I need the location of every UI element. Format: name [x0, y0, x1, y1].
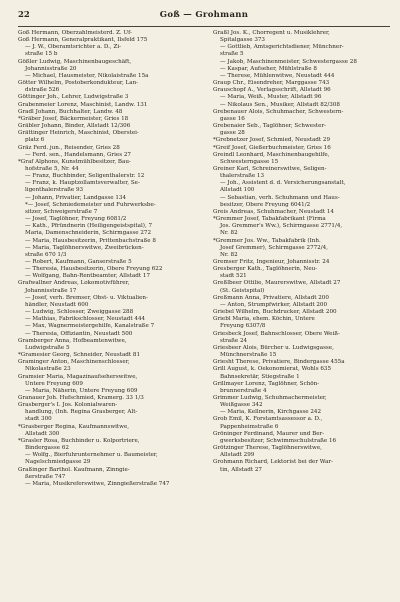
directory-entry: Graßl Jos. K., Chorregent u. Musiklehrer,: [213, 30, 330, 36]
directory-entry: Grill August, k. Oekonomierat, Wohls 635: [213, 366, 332, 373]
entry-continuation: Schwesterngasse 15: [220, 158, 279, 165]
directory-entry: *Graf Alphons, Kunstmühlbesitzer, Bau-: [18, 158, 131, 165]
entry-continuation: Münchnerstraße 15: [220, 352, 277, 359]
entry-continuation: straße 24: [220, 337, 248, 344]
entry-continuation: ßerstraße 747: [25, 473, 66, 480]
directory-entry: Gröninger Ferdinand, Maurer und Ber-: [213, 430, 325, 437]
entry-continuation: — Franz, Buchbinder, Seligenthalerstr. 12: [25, 173, 145, 180]
directory-entry: Griebl Maria, ehem. Köchin, Untere: [213, 316, 315, 323]
directory-entry: Gramsier Maria, Magazinaufseherswitwe,: [18, 373, 138, 380]
entry-continuation: Nr. 82: [220, 230, 238, 237]
directory-entry: *Gremmer Josef, Tabakfabrikant (Firma: [213, 216, 326, 223]
left-column: [18, 30, 208, 596]
directory-entry: Griesbeck Josef, Bahnschlosser, Obere Weiß-: [213, 330, 340, 337]
entry-continuation: Allstadt 299: [220, 452, 255, 459]
directory-entry: Gräz Ferd. jun., Reisender, Gries 28: [18, 144, 120, 151]
directory-entry: Graßinger Barthol. Kaufmann, Zinngie-: [18, 466, 130, 473]
entry-continuation: Maria, Damenschneiderin, Schirmgasse 272: [25, 230, 152, 237]
directory-entry: Grebenaier Seb., Taglöhner, Schwester-: [213, 123, 327, 130]
entry-continuation: — Michael, Hausmeister, Nikolaistraße 15a: [25, 72, 149, 79]
directory-entry: Grohmann Richard, Lektorist bei der War-: [213, 459, 333, 466]
entry-continuation: — Maria, Näherin, Untere Freyung 609: [25, 387, 138, 394]
directory-entry: Greßlbeer Ottilie, Maurerswitwe, Allstadt 27: [213, 280, 341, 287]
directory-entry: Grebenauer Alois, Schuhmacher, Schwestern-: [213, 108, 344, 115]
entry-continuation: — J. W., Oberamtsrichter a. D., Zi-: [25, 44, 122, 51]
entry-continuation: Weißgasse 342: [220, 402, 263, 409]
entry-continuation: Untere Freyung 609: [25, 380, 83, 387]
entry-continuation: — Maria, Taglöhnerswitwe, Zweibrücken-: [25, 244, 144, 251]
entry-continuation: — Mathias, Fabrikschlosser, Neustadt 444: [25, 316, 146, 323]
entry-continuation: stadt 521: [220, 273, 247, 280]
entry-continuation: — Kaspar, Aufseher, Mühlstraße 8: [220, 65, 317, 72]
entry-continuation: (St. Geistspital): [220, 287, 265, 294]
entry-continuation: gasse 16: [220, 115, 245, 122]
directory-entry: *Grebnetzer Josef, Schmied, Neustadt 29: [213, 137, 331, 144]
entry-continuation: — Josef, Taglöhner, Freyung 6081/2: [25, 216, 127, 223]
entry-continuation: — Ferd. sen., Handelsmann, Gries 27: [25, 151, 131, 158]
directory-entry: Göttinger Joh., Lehrer, Ludwigstraße 3: [18, 94, 129, 101]
directory-entry: *Gramesier Georg, Schneider, Neustadt 81: [18, 352, 141, 359]
entry-continuation: — Wolfgang, Bahn-Rentbeamter, Allstadt 17: [25, 273, 151, 280]
directory-entry: Greindl Leonhard, Maschinenbaugehilfe,: [213, 151, 330, 158]
entry-continuation: Nagelschmiedgasse 29: [25, 459, 91, 466]
entry-continuation: — Theresia, Hausbesitzerin, Obere Freyung 622: [25, 266, 163, 273]
entry-continuation: — Robert, Kaufmann, Ganserstraße 5: [25, 259, 132, 265]
entry-continuation: — Wolfg., Bierfuhrunternehmer u. Baumeister,: [25, 452, 158, 459]
entry-continuation: Freyung 6307/8: [220, 323, 266, 330]
directory-entry: Graminger Anton, Maschinenschlosser,: [18, 359, 130, 366]
entry-continuation: stadt 300: [25, 416, 52, 423]
directory-entry: Greiner Karl, Schreinerswitwe, Seligen-: [213, 165, 327, 172]
right-column: [213, 30, 397, 596]
entry-continuation: — Jakob, Maschinenmeister, Schwestergasse 28: [220, 58, 357, 65]
entry-continuation: — Joh., Assistent d. d. Versicherungsanstalt,: [220, 180, 346, 187]
entry-continuation: Jos. Gremmer's Ww.), Schirmgasse 2771/4,: [220, 223, 343, 230]
directory-entry: *Grasler Rosa, Buchbinder u. Kolportriere,: [18, 437, 140, 444]
entry-continuation: Allstadt 300: [25, 430, 60, 437]
entry-continuation: Nikolastraße 23: [25, 366, 71, 373]
directory-entry: Gramberger Anna, Hofbeamtenwitwe,: [18, 337, 127, 344]
directory-entry: Griesht Therese, Privatiere, Bindergasse 455a: [213, 359, 345, 366]
directory-entry: Götter Wilhelm, Postoberkondukteur, Lan-: [18, 80, 139, 87]
directory-entry: Greis Andreas, Schuhmacher, Neustadt 14: [213, 208, 334, 215]
entry-continuation: Bindergasse 62: [25, 445, 69, 452]
entry-continuation: sitzer, Schweigerstraße 7: [25, 208, 98, 215]
page-title: Goß — Grohmann: [159, 10, 249, 20]
entry-continuation: händler, Neustadt 600: [25, 301, 89, 308]
entry-continuation: Pappenheimstraße 6: [220, 423, 279, 430]
entry-continuation: gwerksbesitzer, Schwimmschulstraße 16: [220, 437, 337, 444]
page-number: 22: [18, 10, 30, 20]
entry-continuation: — Johann, Privatier, Landgasse 134: [25, 194, 127, 201]
entry-continuation: Allstadt 100: [220, 187, 255, 194]
directory-entry: Gößler Ludwig, Maschinenbaugeschäft,: [18, 58, 132, 65]
entry-continuation: Josef Gremmer), Schirmgasse 2772/4,: [220, 244, 328, 251]
entry-continuation: Nr. 82: [220, 251, 238, 258]
entry-continuation: — Nikolaus Sen., Musiker, Allstadt 82/308: [220, 101, 340, 108]
directory-entry: Goß Hermann, Generalpraktikant, Ilsfeld 175: [18, 37, 148, 44]
directory-entry: Grättinger Heinrich, Maschinist, Oberstei-: [18, 130, 139, 137]
entry-continuation: — Sebastian, verh. Schuhmann und Haus-: [220, 194, 340, 201]
directory-entry: Grabenmeier Lorenz, Maschinist, Landw. 131: [18, 101, 148, 108]
directory-entry: *Greif Josef, Gießerbuchmeister, Gries 16: [213, 144, 331, 151]
entry-continuation: — Therese, Mühlenwitwe, Neustadt 444: [220, 72, 335, 79]
directory-entry: Grasberger's I. Jos. Kolonialwaren-: [18, 402, 118, 409]
entry-continuation: gasse 28: [220, 130, 245, 137]
entry-continuation: brunnerstraße 4: [220, 387, 267, 394]
entry-continuation: Spitalgasse 373: [220, 37, 265, 44]
entry-continuation: — Josef, verh. Bremser, Obst- u. Viktualien-: [25, 294, 148, 301]
header-rule: [18, 26, 390, 27]
directory-entry: Grauschopf A., Verlagsschrift, Allstadt 96: [213, 87, 331, 94]
entry-continuation: thalerstraße 13: [220, 173, 265, 180]
directory-entry: Greßmann Anna, Privatiere, Allstadt 200: [213, 294, 329, 301]
entry-continuation: — Max, Wagnermeistergehilfe, Kanalstraße 7: [25, 323, 155, 330]
entry-continuation: handlung, (Inh. Regina Grasberger, Alt-: [25, 409, 138, 416]
directory-entry: Grillmayer Lorenz, Taglöhner, Schön-: [213, 380, 320, 387]
entry-continuation: straße 5: [220, 51, 244, 58]
entry-continuation: — Anton, Strumpfwirker, Allstadt 200: [220, 301, 328, 308]
entry-continuation: straße 670 1/3: [25, 251, 67, 258]
entry-continuation: — Theresia, Offiziantin, Neustadt 500: [25, 330, 133, 337]
entry-continuation: Bahnsekretär, Stiegstraße 1: [220, 373, 300, 380]
directory-entry: Gremser Fritz, Ingenieur, Johannisstr. 24: [213, 259, 330, 265]
directory-entry: Goß Hermann, Oberzahlmeisterd. Z. Uf-: [18, 30, 132, 36]
entry-continuation: — Maria, Hausbesitzerin, Prittenbachstraße 8: [25, 237, 156, 244]
entry-continuation: — Ludwig, Schlosser, Zweiggasse 288: [25, 309, 134, 316]
directory-entry: Grafwallner Andreas, Lokomotivführer,: [18, 280, 130, 287]
entry-continuation: — Gottlieb, Amtsgerichtsdiener, Münchner-: [220, 44, 344, 51]
entry-continuation: — Kath., Pfründnerin (Heiligengeistspital), 7: [25, 223, 153, 230]
directory-entry: Gresberger Kath., Taglöhnerin, Neu-: [213, 266, 318, 273]
entry-continuation: tin, Allstadt 27: [220, 466, 262, 473]
entry-continuation: straße 15 b: [25, 51, 58, 58]
directory-entry: Griebel Wilhelm, Buchdrucker, Allstadt 200: [213, 309, 337, 316]
directory-entry: Graup Chr., Eisendreher, Marggasse 743: [213, 80, 330, 87]
directory-entry: *Gräber Josef, Bäckermeister, Gries 18: [18, 115, 129, 122]
entry-continuation: Ludwigstraße 5: [25, 344, 70, 351]
directory-entry: Grimmer Ludwig, Schuhmachermeister,: [213, 394, 327, 401]
directory-entry: *Gremmer Jos. Ww., Tabakfabrik (Inh.: [213, 237, 321, 244]
directory-entry: Gräbler Johann, Binder, Allstadt 12/306: [18, 123, 131, 130]
page-header: [18, 10, 390, 26]
directory-entry: Grob Emil, K. Forstamtsassessor a. D.,: [213, 416, 323, 423]
entry-continuation: Johannisstraße 17: [25, 287, 77, 294]
directory-entry: Grötzinger Therese, Taglöhnerswitwe,: [213, 445, 322, 452]
directory-entry: *Grasberger Regina, Kaufmannswitwe,: [18, 423, 130, 430]
entry-continuation: Johannisstraße 20: [25, 65, 77, 72]
directory-entry: Granauer Joh. Hufschmied, Kramerg. 33 1/3: [18, 394, 144, 401]
entry-continuation: ligenthalerstraße 93: [25, 187, 84, 194]
entry-continuation: — Maria, Weiß., Muster, Allstadt 96: [220, 94, 322, 101]
entry-continuation: — Maria, Musikreferswitwe, Zinngießerstraße 747: [25, 480, 170, 487]
entry-continuation: hofstraße 5, Nr. 44: [25, 165, 79, 172]
directory-entry: Griesbeer Alois, Bürcher u. Ludwigsgasse,: [213, 344, 334, 351]
entry-continuation: besitzer, Obere Freyung 6041/2: [220, 201, 311, 208]
entry-continuation: *— Josef, Schmiedemeister und Fuhrwerksbe-: [25, 201, 156, 208]
entry-continuation: platz 6: [25, 137, 45, 144]
directory-entry: Gradl Johann, Buchhalter, Landw. 48: [18, 108, 123, 115]
entry-continuation: — Franz, k. Hauptzollamtsverwalter, Se-: [25, 180, 140, 187]
entry-continuation: — Maria, Kellnerin, Kirchgasse 242: [220, 409, 322, 416]
entry-continuation: dstraße 526: [25, 87, 60, 94]
